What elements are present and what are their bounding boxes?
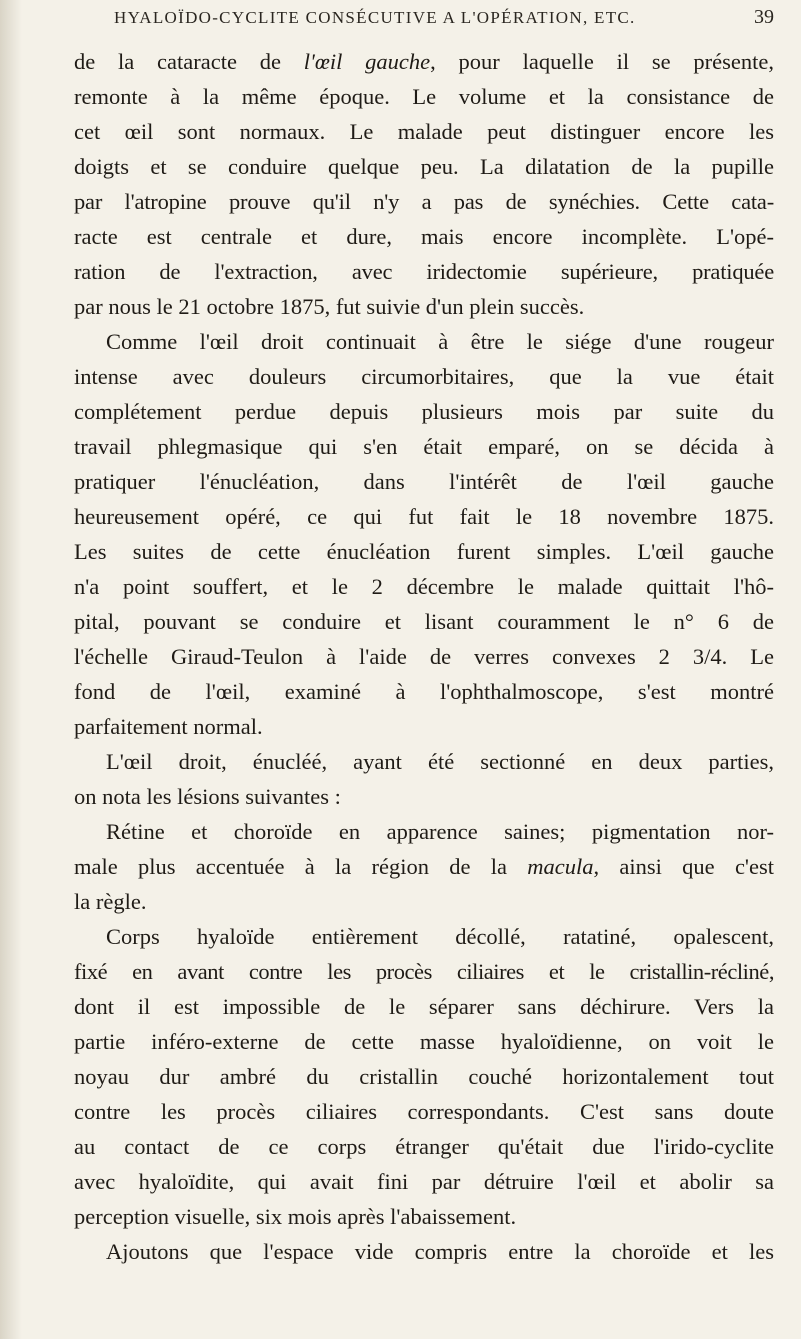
text-segment: par l'atropine prouve qu'il n'y a pas de synéchies. Cette cata-	[74, 189, 774, 214]
text-segment: pratiquer l'énucléation, dans l'intérêt de l'œil gauche	[74, 469, 774, 494]
text-line	[74, 44, 774, 79]
text-line	[74, 464, 774, 499]
text-segment: de la cataracte de	[74, 49, 304, 74]
page-number: 39	[754, 6, 774, 28]
text-line	[74, 184, 774, 219]
text-line	[74, 814, 774, 849]
text-line	[74, 79, 774, 114]
text-line	[74, 324, 774, 359]
text-line	[74, 919, 774, 954]
text-line	[74, 429, 774, 464]
text-segment: heureusement opéré, ce qui fut fait le 18 novembre 1875.	[74, 504, 774, 529]
italic-text: macula	[527, 854, 594, 879]
text-line	[74, 149, 774, 184]
text-line	[74, 779, 774, 814]
text-line	[74, 884, 774, 919]
text-line	[74, 289, 774, 324]
text-segment: Les suites de cette énucléation furent simples. L'œil gauche	[74, 539, 774, 564]
text-segment: Rétine et choroïde en apparence saines; pigmentation nor-	[106, 819, 774, 844]
text-segment: doigts et se conduire quelque peu. La dilatation de la pupille	[74, 154, 774, 179]
text-segment: au contact de ce corps étranger qu'était due l'irido-cyclite	[74, 1134, 774, 1159]
text-segment: intense avec douleurs circumorbitaires, que la vue était	[74, 364, 774, 389]
text-line	[74, 534, 774, 569]
text-line	[74, 114, 774, 149]
text-segment: on nota les lésions suivantes :	[74, 784, 341, 809]
text-segment: fond de l'œil, examiné à l'ophthalmoscope, s'est montré	[74, 679, 774, 704]
text-line	[74, 1094, 774, 1129]
text-segment: l'échelle Giraud-Teulon à l'aide de verres convexes 2 3/4. Le	[74, 644, 774, 669]
text-line	[74, 674, 774, 709]
text-segment: fixé en avant contre les procès ciliaires et le cristallin-récliné,	[74, 959, 774, 984]
text-line	[74, 569, 774, 604]
text-segment: partie inféro-externe de cette masse hyaloïdienne, on voit le	[74, 1029, 774, 1054]
text-segment: parfaitement normal.	[74, 714, 263, 739]
text-line	[74, 1164, 774, 1199]
text-segment: noyau dur ambré du cristallin couché horizontalement tout	[74, 1064, 774, 1089]
text-segment: remonte à la même époque. Le volume et la consistance de	[74, 84, 774, 109]
text-segment: , ainsi que c'est	[593, 854, 774, 879]
text-segment: Corps hyaloïde entièrement décollé, ratatiné, opalescent,	[106, 924, 774, 949]
text-line	[74, 709, 774, 744]
running-head: HYALOÏDO-CYCLITE CONSÉCUTIVE A L'OPÉRATION, ETC.	[114, 8, 636, 27]
text-segment: dont il est impossible de le séparer sans déchirure. Vers la	[74, 994, 774, 1019]
text-line	[74, 219, 774, 254]
text-segment: perception visuelle, six mois après l'abaissement.	[74, 1204, 517, 1229]
text-segment: complétement perdue depuis plusieurs mois par suite du	[74, 399, 774, 424]
text-segment: male plus accentuée à la région de la	[74, 854, 528, 879]
page-edge-shadow	[0, 0, 22, 1339]
text-segment: par nous le 21 octobre 1875, fut suivie d'un plein succès.	[74, 294, 585, 319]
text-segment: la règle.	[74, 889, 147, 914]
text-segment: n'a point souffert, et le 2 décembre le malade quittait l'hô-	[74, 574, 774, 599]
text-segment: Ajoutons que l'espace vide compris entre la choroïde et les	[106, 1239, 774, 1264]
text-line	[74, 1199, 774, 1234]
text-line	[74, 1234, 774, 1269]
text-segment: , pour laquelle il se présente,	[430, 49, 774, 74]
text-segment: pital, pouvant se conduire et lisant couramment le n° 6 de	[74, 609, 774, 634]
text-line	[74, 989, 774, 1024]
text-line	[74, 1059, 774, 1094]
text-line	[74, 359, 774, 394]
text-segment: Comme l'œil droit continuait à être le siége d'une rougeur	[106, 329, 774, 354]
text-segment: cet œil sont normaux. Le malade peut distinguer encore les	[74, 119, 774, 144]
text-line	[74, 394, 774, 429]
text-line	[74, 954, 774, 989]
text-line	[74, 254, 774, 289]
text-segment: racte est centrale et dure, mais encore incomplète. L'opé-	[74, 224, 774, 249]
text-line	[74, 604, 774, 639]
text-line	[74, 1129, 774, 1164]
text-line	[74, 1024, 774, 1059]
text-segment: travail phlegmasique qui s'en était emparé, on se décida à	[74, 434, 774, 459]
page-header	[74, 4, 774, 34]
text-line	[74, 639, 774, 674]
italic-text: l'œil gauche	[303, 49, 431, 74]
text-segment: ration de l'extraction, avec iridectomie supérieure, pratiquée	[74, 259, 774, 284]
body-text	[74, 44, 774, 1269]
text-line	[74, 744, 774, 779]
text-segment: avec hyaloïdite, qui avait fini par détruire l'œil et abolir sa	[74, 1169, 774, 1194]
text-line	[74, 499, 774, 534]
text-segment: contre les procès ciliaires correspondants. C'est sans doute	[74, 1099, 774, 1124]
text-line	[74, 849, 774, 884]
text-segment: L'œil droit, énucléé, ayant été sectionné en deux parties,	[106, 749, 774, 774]
